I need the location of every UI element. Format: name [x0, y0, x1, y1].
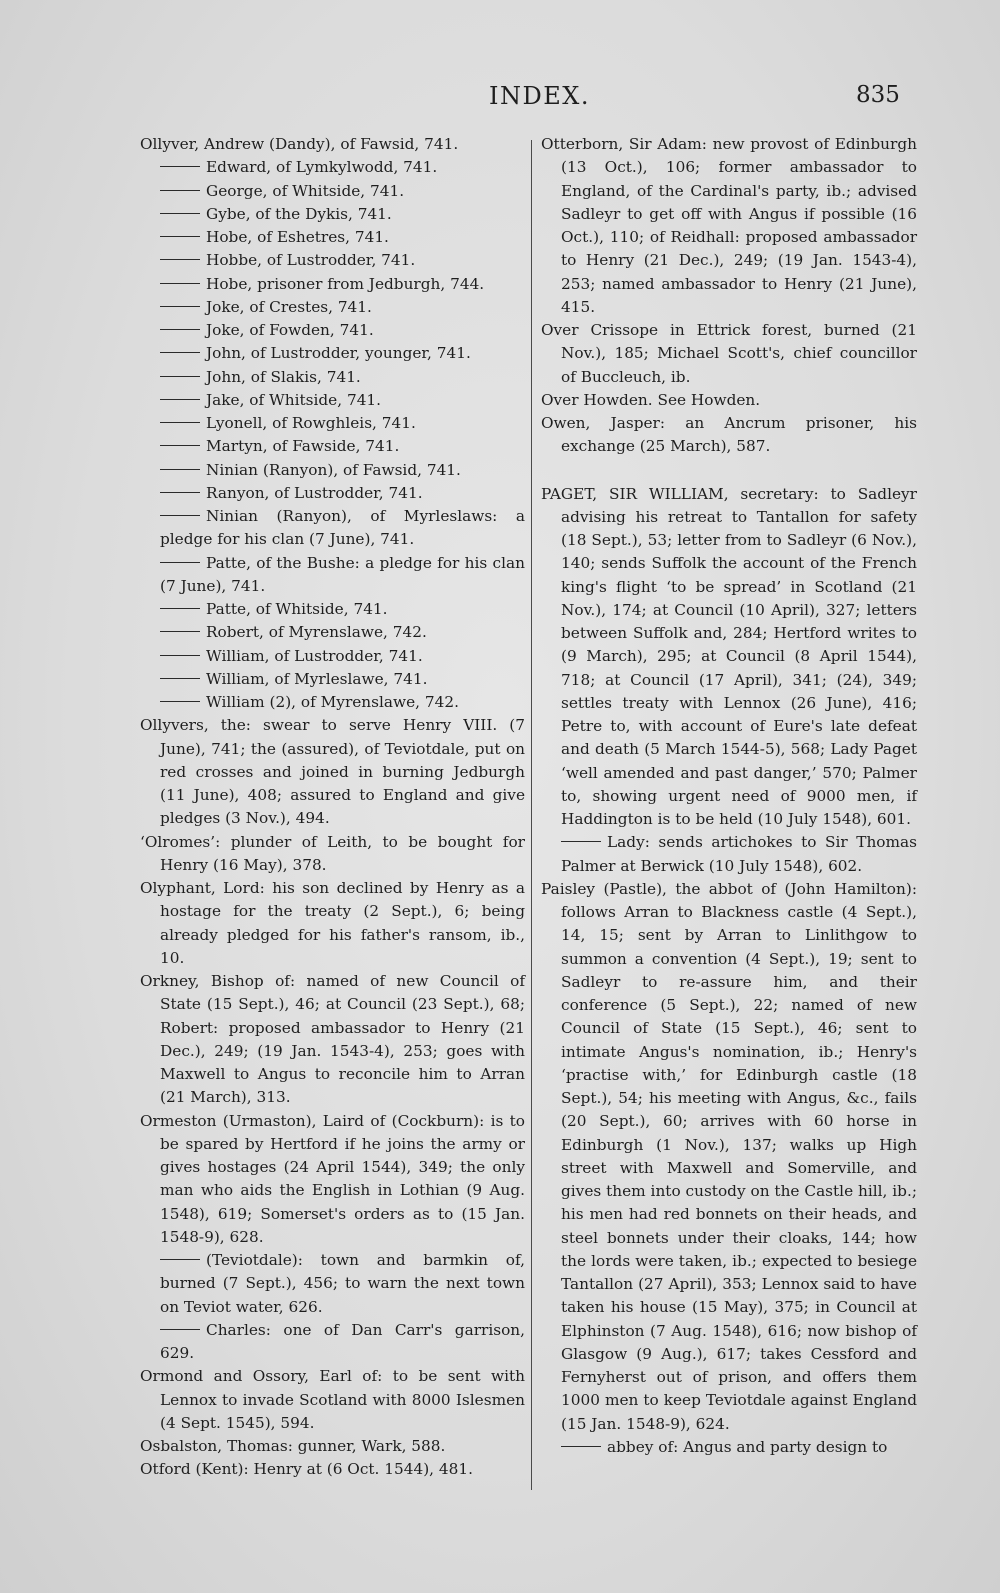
ditto-dash — [160, 306, 200, 307]
ditto-dash — [160, 515, 200, 516]
index-subentry — [140, 389, 525, 412]
ditto-dash — [160, 283, 200, 284]
index-entry — [140, 133, 525, 156]
entry-text: Lady: sends artichokes to Sir Thomas Palmer at Berwick (10 July 1548), 602. — [561, 833, 917, 875]
index-subentry — [140, 482, 525, 505]
entry-text: Hobe, of Eshetres, 741. — [206, 228, 389, 246]
entry-text: Owen, Jasper: an Ancrum prisoner, his exchange (25 March), 587. — [541, 414, 917, 456]
entry-text: Hobe, prisoner from Jedburgh, 744. — [206, 274, 485, 293]
index-subentry — [140, 621, 525, 644]
index-subentry — [140, 668, 525, 691]
entry-text: John, of Slakis, 741. — [206, 367, 361, 386]
ditto-dash — [160, 422, 200, 423]
entry-text: Hobbe, of Lustrodder, 741. — [206, 251, 416, 270]
entry-text: Paisley (Pastle), the abbot of (John Hamilton): follows Arran to Blackness castle (4 Sept.), 14, 15; sent by Arran to Linlithgow to summon a convention (4 Sept.), 19; sent to Sadleyr to re-assure him, and their conference (5 Sept.), 22; named of new Council of State (15 Sept.), 46; sent to intimate Angus's nomination, ib.; Henry's ‘practise with,’ for Edinburgh castle (18 Sept.), 54; his meeting with Angus, &c., fails (20 Sept.), 60; arrives with 60 horse in Edinburgh (1 Nov.), 137; walks up High street with Maxwell and Somerville, and gives them into custody on the Castle hill, ib.; his men had red bonnets on their heads, and steel bonnets under their cloaks, 144; how the lords were taken, ib.; expected to besiege Tantallon (27 April), 353; Lennox said to have taken his house (15 May), 375; in Council at Elphinston (7 Aug. 1548), 616; now bishop of Glasgow (9 Aug.), 617; takes Cessford and Fernyherst out of prison, and offers them 1000 men to keep Teviotdale against England (15 Jan. 1548-9), 624. — [541, 879, 917, 1433]
entry-text: Ollyver, Andrew (Dandy), of Fawsid, 741. — [140, 135, 459, 153]
entry-text: Robert, of Myrenslawe, 742. — [206, 623, 427, 642]
index-entry — [140, 877, 525, 970]
index-subentry — [140, 552, 525, 599]
entry-text: Ninian (Ranyon), of Myrleslaws: a pledge for his clan (7 June), 741. — [160, 507, 525, 549]
index-entry — [140, 1435, 525, 1458]
left-index-column — [140, 133, 525, 1482]
ditto-dash — [160, 678, 200, 679]
index-entry — [140, 1110, 525, 1250]
ditto-dash — [561, 841, 601, 842]
index-subentry — [140, 296, 525, 319]
index-subentry — [140, 505, 525, 552]
entry-text: Charles: one of Dan Carr's garrison, 629. — [160, 1320, 525, 1362]
index-entry — [541, 319, 917, 389]
index-subentry — [140, 691, 525, 714]
entry-text: Otterborn, Sir Adam: new provost of Edinburgh (13 Oct.), 106; former ambassador to England, of the Cardinal's party, ib.; advised Sadleyr to get off with Angus if possible (16 Oct.), 110; of Reidhall: proposed ambassador to Henry (21 Dec.), 249; (19 Jan. 1543-4), 253; named ambassador to Henry (21 June), 415. — [541, 135, 917, 316]
index-entry — [541, 389, 917, 412]
ditto-dash — [160, 399, 200, 400]
entry-text: Gybe, of the Dykis, 741. — [206, 204, 392, 223]
index-subentry — [140, 180, 525, 203]
index-subentry — [140, 459, 525, 482]
ditto-dash — [160, 236, 200, 237]
index-subentry — [140, 1319, 525, 1366]
index-entry — [541, 133, 917, 319]
index-subentry — [140, 1249, 525, 1319]
ditto-dash — [160, 631, 200, 632]
entry-text: Ormeston (Urmaston), Laird of (Cockburn): is to be spared by Hertford if he joins the army or gives hostages (24 April 1544), 349; the only man who aids the English in Lothian (9 Aug. 1548), 619; Somerset's orders as to (15 Jan. 1548-9), 628. — [140, 1111, 525, 1246]
ditto-dash — [561, 1446, 601, 1447]
ditto-dash — [160, 376, 200, 377]
entry-text: Patte, of Whitside, 741. — [206, 600, 388, 618]
entry-text: Edward, of Lymkylwodd, 741. — [206, 158, 438, 177]
ditto-dash — [160, 166, 200, 167]
ditto-dash — [160, 608, 200, 609]
ditto-dash — [160, 1329, 200, 1330]
entry-text: John, of Lustrodder, younger, 741. — [206, 344, 471, 363]
ditto-dash — [160, 562, 200, 563]
entry-text: George, of Whitside, 741. — [206, 181, 405, 200]
ditto-dash — [160, 655, 200, 656]
entry-text: William, of Myrleslawe, 741. — [206, 669, 428, 688]
index-entry — [140, 714, 525, 830]
index-entry — [541, 878, 917, 1436]
entry-text: Otford (Kent): Henry at (6 Oct. 1544), 481. — [140, 1460, 473, 1479]
running-title: INDEX. — [489, 82, 590, 110]
entry-text: Orkney, Bishop of: named of new Council of State (15 Sept.), 46; at Council (23 Sept.), 68; Robert: proposed ambassador to Henry (21 Dec.), 249; (19 Jan. 1543-4), 253; goes with Maxwell to Angus to reconcile him to Arran (21 March), 313. — [140, 972, 525, 1107]
ditto-dash — [160, 469, 200, 470]
entry-text: Joke, of Fowden, 741. — [206, 321, 374, 339]
entry-text: Olyphant, Lord: his son declined by Henry as a hostage for the treaty (2 Sept.), 6; being already pledged for his father's ransom, ib., 10. — [140, 879, 525, 967]
index-entry — [541, 412, 917, 459]
entry-text: ‘Olromes’: plunder of Leith, to be bought for Henry (16 May), 378. — [140, 832, 525, 874]
entry-text: Over Howden. See Howden. — [541, 390, 761, 409]
entry-text: Over Crissope in Ettrick forest, burned (21 Nov.), 185; Michael Scott's, chief councillor of Buccleuch, ib. — [541, 321, 917, 386]
index-subentry — [140, 273, 525, 296]
entry-text: William, of Lustrodder, 741. — [206, 646, 423, 665]
entry-text: abbey of: Angus and party design to — [607, 1437, 888, 1456]
column-divider — [531, 140, 532, 1490]
ditto-dash — [160, 1259, 200, 1260]
ditto-dash — [160, 190, 200, 191]
index-subentry — [140, 435, 525, 458]
entry-text: Ormond and Ossory, Earl of: to be sent with Lennox to invade Scotland with 8000 Islesmen (4 Sept. 1545), 594. — [140, 1367, 525, 1432]
entry-text: Lyonell, of Rowghleis, 741. — [206, 414, 416, 432]
index-entry — [140, 831, 525, 878]
index-subentry — [140, 203, 525, 226]
index-subentry — [541, 831, 917, 878]
index-entry — [541, 483, 917, 832]
index-subentry — [140, 249, 525, 272]
entry-text: PAGET, SIR WILLIAM, secretary: to Sadleyr advising his retreat to Tantallon for safety (18 Sept.), 53; letter from to Sadleyr (6 Nov.), 140; sends Suffolk the account of the French king's flight ‘to be spread’ in Scotland (21 Nov.), 174; at Council (10 April), 327; letters between Suffolk and, 284; Hertford writes to (9 March), 295; at Council (8 April 1544), 718; at Council (17 April), 341; (24), 349; settles treaty with Lennox (26 June), 416; Petre to, with account of Eure's late defeat and death (5 March 1544-5), 568; Lady Paget ‘well amended and past danger,’ 570; Palmer to, showing urgent need of 9000 men, if Haddington is to be held (10 July 1548), 601. — [541, 484, 917, 828]
index-subentry — [140, 226, 525, 249]
ditto-dash — [160, 329, 200, 330]
index-subentry — [140, 366, 525, 389]
ditto-dash — [160, 701, 200, 702]
page-number: 835 — [856, 82, 900, 108]
entry-text: Joke, of Crestes, 741. — [206, 297, 372, 316]
entry-gap — [541, 459, 917, 483]
index-subentry — [541, 1436, 917, 1459]
ditto-dash — [160, 213, 200, 214]
entry-text: (Teviotdale): town and barmkin of, burned (7 Sept.), 456; to warn the next town on Teviot water, 626. — [160, 1251, 525, 1316]
index-subentry — [140, 319, 525, 342]
entry-text: Martyn, of Fawside, 741. — [206, 437, 400, 456]
index-entry — [140, 1365, 525, 1435]
index-entry — [140, 970, 525, 1110]
entry-text: Ollyvers, the: swear to serve Henry VIII. (7 June), 741; the (assured), of Teviotdale, put on red crosses and joined in burning Jedburgh (11 June), 408; assured to England and give pledges (3 Nov.), 494. — [140, 716, 525, 828]
right-index-column — [541, 133, 917, 1459]
entry-text: Ranyon, of Lustrodder, 741. — [206, 483, 423, 502]
ditto-dash — [160, 259, 200, 260]
entry-text: William (2), of Myrenslawe, 742. — [206, 693, 459, 711]
ditto-dash — [160, 492, 200, 493]
entry-text: Osbalston, Thomas: gunner, Wark, 588. — [140, 1437, 446, 1455]
index-subentry — [140, 412, 525, 435]
entry-text: Ninian (Ranyon), of Fawsid, 741. — [206, 460, 461, 479]
entry-text: Patte, of the Bushe: a pledge for his clan (7 June), 741. — [160, 553, 525, 595]
index-entry — [140, 1458, 525, 1481]
index-subentry — [140, 156, 525, 179]
index-subentry — [140, 342, 525, 365]
index-subentry — [140, 598, 525, 621]
index-subentry — [140, 645, 525, 668]
ditto-dash — [160, 352, 200, 353]
page-header — [0, 82, 1000, 122]
ditto-dash — [160, 445, 200, 446]
entry-text: Jake, of Whitside, 741. — [206, 390, 382, 409]
